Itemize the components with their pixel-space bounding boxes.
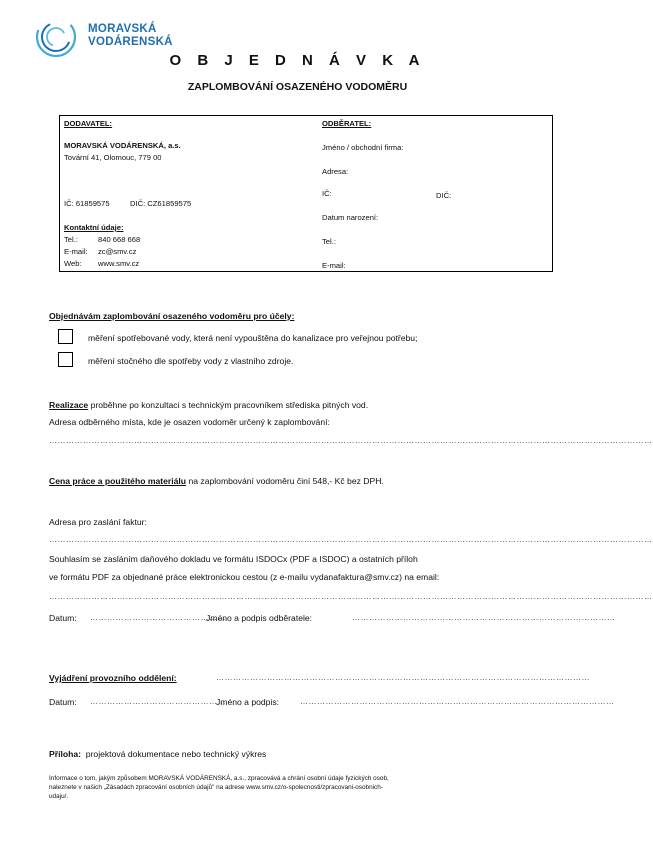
page-subtitle: ZAPLOMBOVÁNÍ OSAZENÉHO VODOMĚRU xyxy=(187,81,408,93)
invoice-address-line[interactable]: …………………………………………………………………………………………………………………………………………………………………………………………… xyxy=(49,535,653,544)
invoice-sign-label: Jméno a podpis odběratele: xyxy=(206,613,313,623)
invoice-date-label: Datum: xyxy=(49,613,77,623)
supplier-email-label: E-mail: xyxy=(64,247,88,256)
price-label: Cena práce a použitého materiálu xyxy=(49,476,187,486)
attachment-body: projektová dokumentace nebo technický výkres xyxy=(85,749,267,759)
option2-checkbox[interactable] xyxy=(58,352,73,367)
invoice-address-label: Adresa pro zaslání faktur: xyxy=(49,517,147,527)
privacy-line-1: Informace o tom, jakým způsobem MORAVSKÁ VODÁRENSKÁ, a.s., zpracovává a chrání osobní údaje fyzických osob, xyxy=(49,775,389,782)
realization-label: Realizace xyxy=(49,400,89,410)
logo-line-2: VODÁRENSKÁ xyxy=(88,36,173,48)
option1-label: měření spotřebované vody, která není vypouštěna do kanalizace pro veřejnou potřebu; xyxy=(88,333,418,343)
logo-line-1: MORAVSKÁ xyxy=(88,23,157,35)
supplier-web-label: Web: xyxy=(64,259,82,268)
invoice-email-line[interactable]: …………………………………………………………………………………………………………………………………………………………………………………………… xyxy=(49,592,653,601)
customer-tel-field[interactable]: Tel.: xyxy=(322,237,336,246)
operations-label: Vyjádření provozního oddělení: xyxy=(49,673,177,683)
attachment-text xyxy=(49,749,266,759)
invoice-sign-line[interactable]: ………………………………………………………………………………… xyxy=(352,613,616,622)
order-heading: Objednávám zaplombování osazeného vodoměru pro účely: xyxy=(49,311,295,321)
customer-birth-field[interactable]: Datum narození: xyxy=(322,213,379,222)
invoice-consent-line1: Souhlasím se zasláním daňového dokladu ve formátu ISDOCx (PDF a ISDOC) a ostatních příloh xyxy=(49,554,418,564)
customer-address-field[interactable]: Adresa: xyxy=(322,167,349,176)
attachment-label: Příloha: xyxy=(49,749,81,759)
supplier-contact-heading: Kontaktní údaje: xyxy=(64,223,124,232)
supplier-name: MORAVSKÁ VODÁRENSKÁ, a.s. xyxy=(64,141,181,150)
privacy-line-3: udaju/. xyxy=(49,793,69,800)
supplier-heading: DODAVATEL: xyxy=(64,119,113,128)
realization-body: proběhne po konzultaci s technickým pracovníkem střediska pitných vod. xyxy=(88,400,369,410)
price-text xyxy=(49,476,384,486)
customer-ic-field[interactable]: IČ: xyxy=(322,189,332,198)
operations-line[interactable]: …………………………………………………………………………………………………………………… xyxy=(216,673,590,682)
customer-dic-field[interactable]: DIČ: xyxy=(436,191,452,200)
supplier-ic: IČ: 61859575 xyxy=(64,199,110,208)
page-title: O B J E D N Á V K A xyxy=(169,52,426,69)
customer-heading: ODBĚRATEL: xyxy=(322,119,372,128)
company-logo-text xyxy=(88,23,173,49)
supplier-tel-value: 840 668 668 xyxy=(98,235,141,244)
privacy-line-2: naleznete v našich „Zásadách zpracování osobních údajů" na adrese www.smv.cz/o-spolecnosti/zpracovani-osobnich- xyxy=(49,784,383,791)
price-body: na zaplombování vodoměru činí 548,- Kč bez DPH. xyxy=(186,476,384,486)
realization-address-label: Adresa odběrného místa, kde je osazen vodoměr určený k zaplombování: xyxy=(49,417,330,427)
operations-sign-label: Jméno a podpis: xyxy=(216,697,280,707)
privacy-footer xyxy=(49,774,579,801)
supplier-web-value: www.smv.cz xyxy=(98,259,140,268)
supplier-tel-label: Tel.: xyxy=(64,235,78,244)
customer-email-field[interactable]: E-mail: xyxy=(322,261,346,270)
option1-checkbox[interactable] xyxy=(58,329,73,344)
option2-label: měření stočného dle spotřeby vody z vlastního zdroje. xyxy=(88,356,294,366)
parties-box xyxy=(59,115,553,272)
operations-sign-line[interactable]: ………………………………………………………………………………………………… xyxy=(300,697,615,706)
supplier-dic: DIČ: CZ61859575 xyxy=(130,199,192,208)
supplier-address: Tovární 41, Olomouc, 779 00 xyxy=(64,153,162,162)
operations-date-label: Datum: xyxy=(49,697,77,707)
invoice-consent-line2: ve formátu PDF za objednané práce elektronickou cestou (z e-mailu vydanafaktura@smv.cz) na email: xyxy=(49,572,440,582)
realization-address-line[interactable]: …………………………………………………………………………………………………………………………………………………………………………………………… xyxy=(49,436,653,445)
customer-name-field[interactable]: Jméno / obchodní firma: xyxy=(322,143,404,152)
realization-text xyxy=(49,400,368,410)
operations-date-line[interactable]: ………………………………………… xyxy=(90,697,226,706)
supplier-email-value: zc@smv.cz xyxy=(98,247,137,256)
invoice-date-line[interactable]: ………………………………………… xyxy=(90,613,226,622)
